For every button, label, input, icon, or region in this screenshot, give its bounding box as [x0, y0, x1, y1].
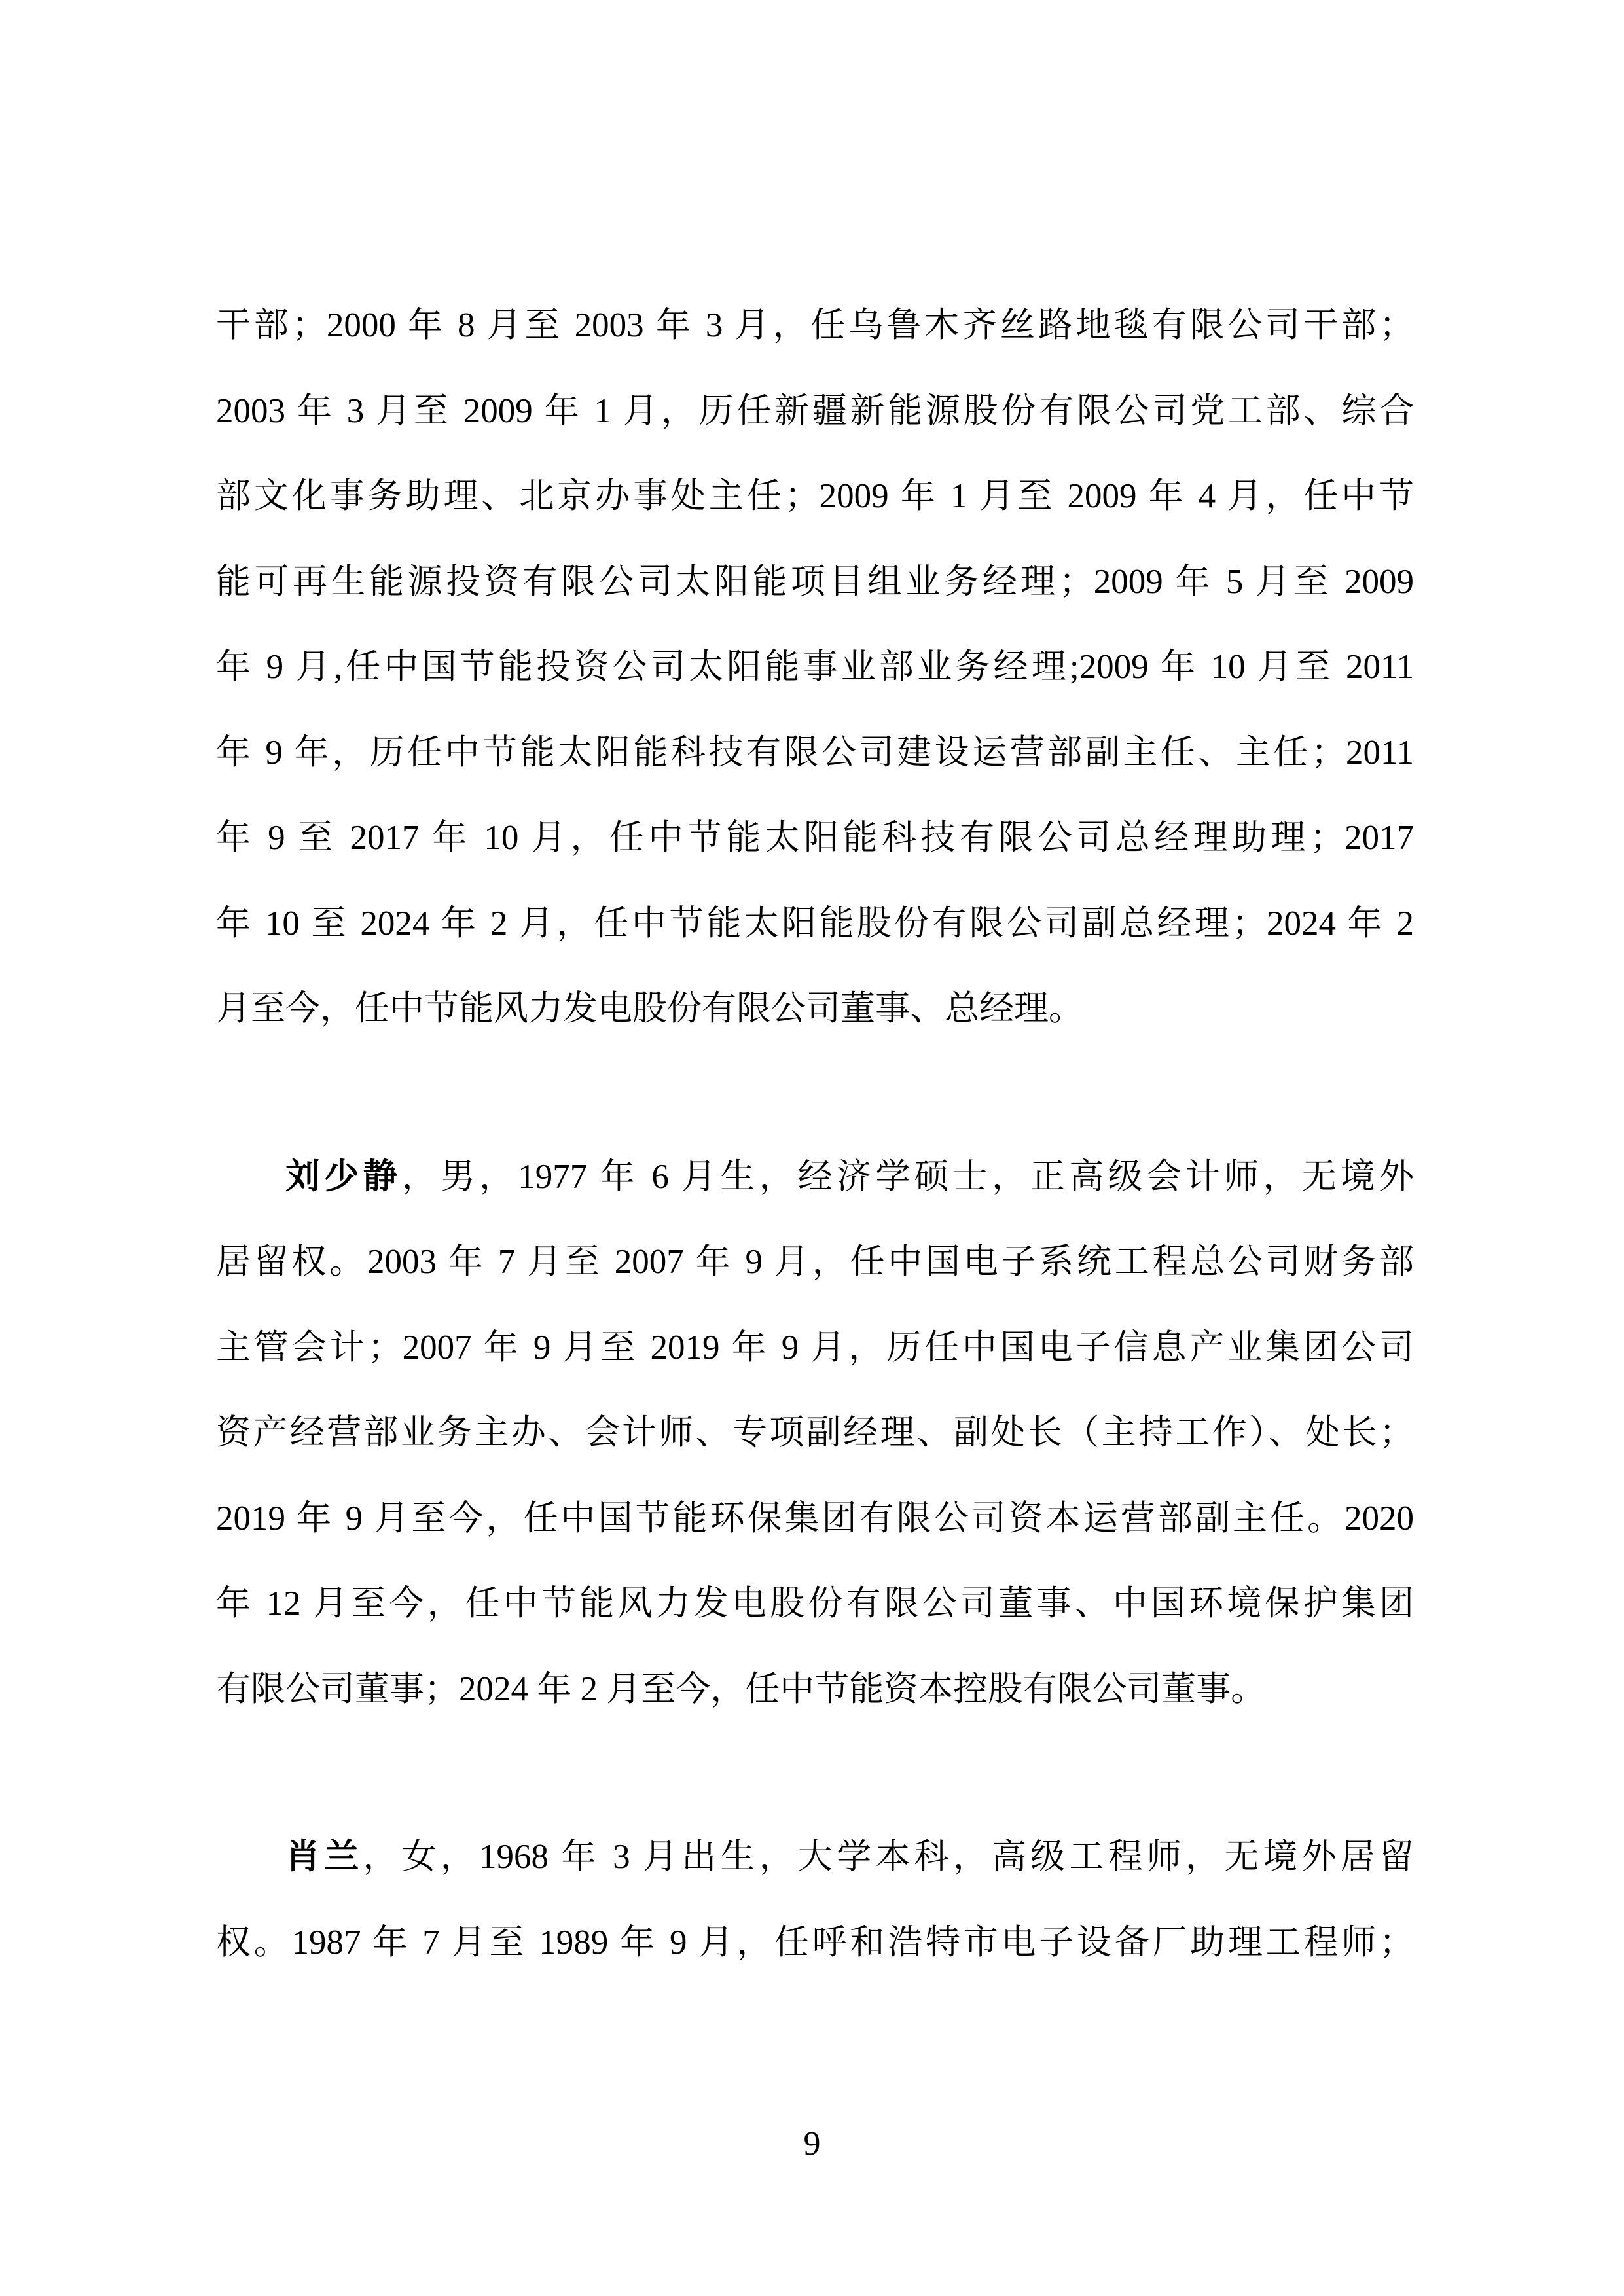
- text-line: 主管会计；2007 年 9 月至 2019 年 9 月，历任中国电子信息产业集团公司: [216, 1328, 1414, 1367]
- text-line: 2003 年 3 月至 2009 年 1 月，历任新疆新能源股份有限公司党工部、综合: [216, 391, 1414, 430]
- text-line: 年 9 年，历任中节能太阳能科技有限公司建设运营部副主任、主任；2011: [216, 733, 1414, 772]
- person-name: 肖兰: [285, 1838, 363, 1876]
- text-line: 资产经营部业务主办、会计师、专项副经理、副处长（主持工作）、处长；: [216, 1414, 1414, 1452]
- text-line: 年 10 至 2024 年 2 月，任中节能太阳能股份有限公司副总经理；2024 年 2: [216, 904, 1414, 942]
- paragraph: [216, 283, 1414, 1052]
- text-line: 年 12 月至今，任中节能风力发电股份有限公司董事、中国环境保护集团: [216, 1585, 1414, 1623]
- text-line: 有限公司董事；2024 年 2 月至今，任中节能资本控股有限公司董事。: [216, 1670, 1266, 1708]
- text-line: 年 9 月,任中国节能投资公司太阳能事业部业务经理;2009 年 10 月至 2011: [216, 648, 1414, 686]
- text-line: 年 9 至 2017 年 10 月，任中节能太阳能科技有限公司总经理助理；2017: [216, 819, 1414, 857]
- text-line: 能可再生能源投资有限公司太阳能项目组业务经理；2009 年 5 月至 2009: [216, 562, 1414, 601]
- page-number: 9: [803, 2125, 821, 2162]
- text-line: 2019 年 9 月至今，任中国节能环保集团有限公司资本运营部副主任。2020: [216, 1499, 1414, 1537]
- paragraph: [216, 1134, 1414, 1732]
- person-name: 刘少静: [285, 1157, 402, 1196]
- paragraph: [216, 1814, 1414, 1985]
- text-line: 月至今，任中节能风力发电股份有限公司董事、总经理。: [216, 990, 1083, 1028]
- text-line: 部文化事务助理、北京办事处主任；2009 年 1 月至 2009 年 4 月，任中节: [216, 477, 1414, 515]
- text-line: 权。1987 年 7 月至 1989 年 9 月，任呼和浩特市电子设备厂助理工程师；: [216, 1923, 1414, 1962]
- text-line: 肖兰，女，1968 年 3 月出生，大学本科，高级工程师，无境外居留: [285, 1838, 1415, 1876]
- document-body: [216, 283, 1414, 1985]
- text-line: 刘少静，男，1977 年 6 月生，经济学硕士，正高级会计师，无境外: [285, 1157, 1415, 1196]
- text-line: 干部；2000 年 8 月至 2003 年 3 月，任乌鲁木齐丝路地毯有限公司干部；: [216, 306, 1414, 344]
- text-line: 居留权。2003 年 7 月至 2007 年 9 月，任中国电子系统工程总公司财务部: [216, 1243, 1414, 1281]
